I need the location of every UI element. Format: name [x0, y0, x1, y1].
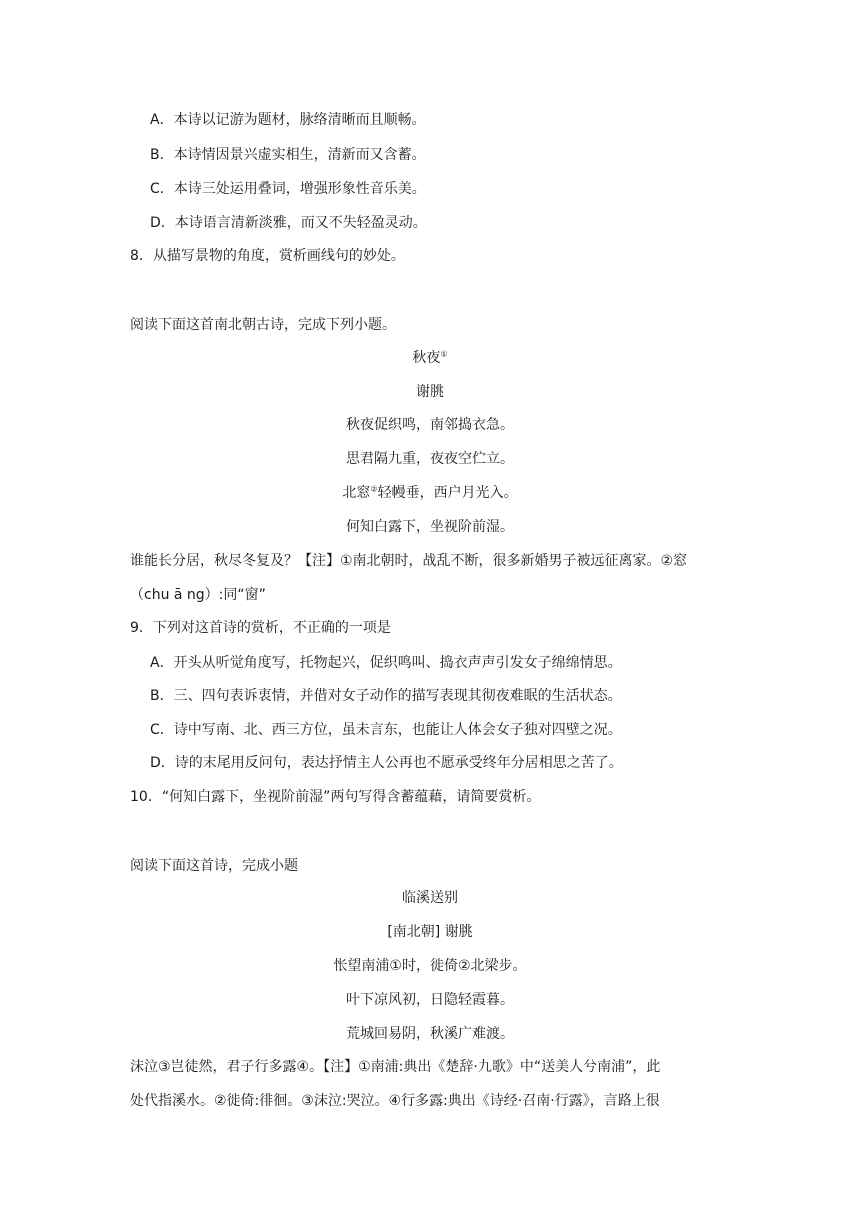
option-a: A．开头从听觉角度写，托物起兴，促织鸣叫、捣衣声声引发女子绵绵情思。: [150, 655, 622, 671]
poem-line: 北窓②轻幔垂，西户月光入。: [342, 484, 518, 501]
option-b: B．三、四句表诉衷情，并借对女子动作的描写表现其彻夜难眠的生活状态。: [150, 688, 622, 704]
poem-line: 何知白露下，坐视阶前湿。: [346, 519, 514, 535]
option-b: B．本诗情因景兴虚实相生，清新而又含蓄。: [150, 147, 426, 163]
poem-notes: 沫泣③岂徒然，君子行多露④。【注】①南浦:典出《楚辞·九歌》中“送美人兮南浦”，此: [130, 1059, 661, 1075]
option-d: D．本诗语言清新淡雅，而又不失轻盈灵动。: [150, 215, 427, 231]
poem-notes: 谁能长分居，秋尽冬复及？【注】①南北朝时，战乱不断，很多新婚男子被远征离家。②窓: [130, 553, 688, 569]
question-8: 8．从描写景物的角度，赏析画线句的妙处。: [130, 248, 405, 264]
question-9: 9．下列对这首诗的赏析，不正确的一项是: [130, 620, 391, 636]
poem-line: 思君隔九重，夜夜空伫立。: [346, 451, 514, 467]
option-d: D．诗的末尾用反问句，表达抒情主人公再也不愿承受终年分居相思之苦了。: [150, 755, 623, 771]
poem-line: 秋夜促织鸣，南邻捣衣急。: [346, 417, 514, 433]
poem-line: 荒城回易阴，秋溪广难渡。: [346, 1026, 514, 1042]
poem-notes: （chu ā ng）:同“窗”: [130, 587, 266, 603]
poem-line: 叶下凉风初，日隐轻霞暮。: [346, 992, 514, 1008]
option-a: A．本诗以记游为题材，脉络清晰而且顺畅。: [150, 112, 426, 128]
section-intro: 阅读下面这首诗，完成小题: [130, 858, 298, 874]
footnote-marker: ①: [440, 349, 448, 359]
section-intro: 阅读下面这首南北朝古诗，完成下列小题。: [130, 317, 396, 333]
question-10: 10．“何知白露下，坐视阶前湿”两句写得含蓄蕴藉，请简要赏析。: [130, 789, 541, 805]
poem-author: [南北朝] 谢朓: [387, 924, 473, 940]
poem-line: 怅望南浦①时，徙倚②北梁步。: [333, 958, 527, 974]
poem-author: 谢朓: [416, 384, 444, 400]
poem-notes: 处代指溪水。②徙倚:徘徊。③沫泣:哭泣。④行多露:典出《诗经·召南·行露》，言路上很: [130, 1093, 660, 1109]
option-c: C．诗中写南、北、西三方位，虽未言东，也能让人体会女子独对四壁之况。: [150, 722, 622, 738]
poem-title: 秋夜①: [412, 349, 448, 366]
footnote-marker: ②: [370, 484, 378, 494]
poem-title: 临溪送别: [402, 890, 458, 906]
option-c: C．本诗三处运用叠词，增强形象性音乐美。: [150, 181, 426, 197]
